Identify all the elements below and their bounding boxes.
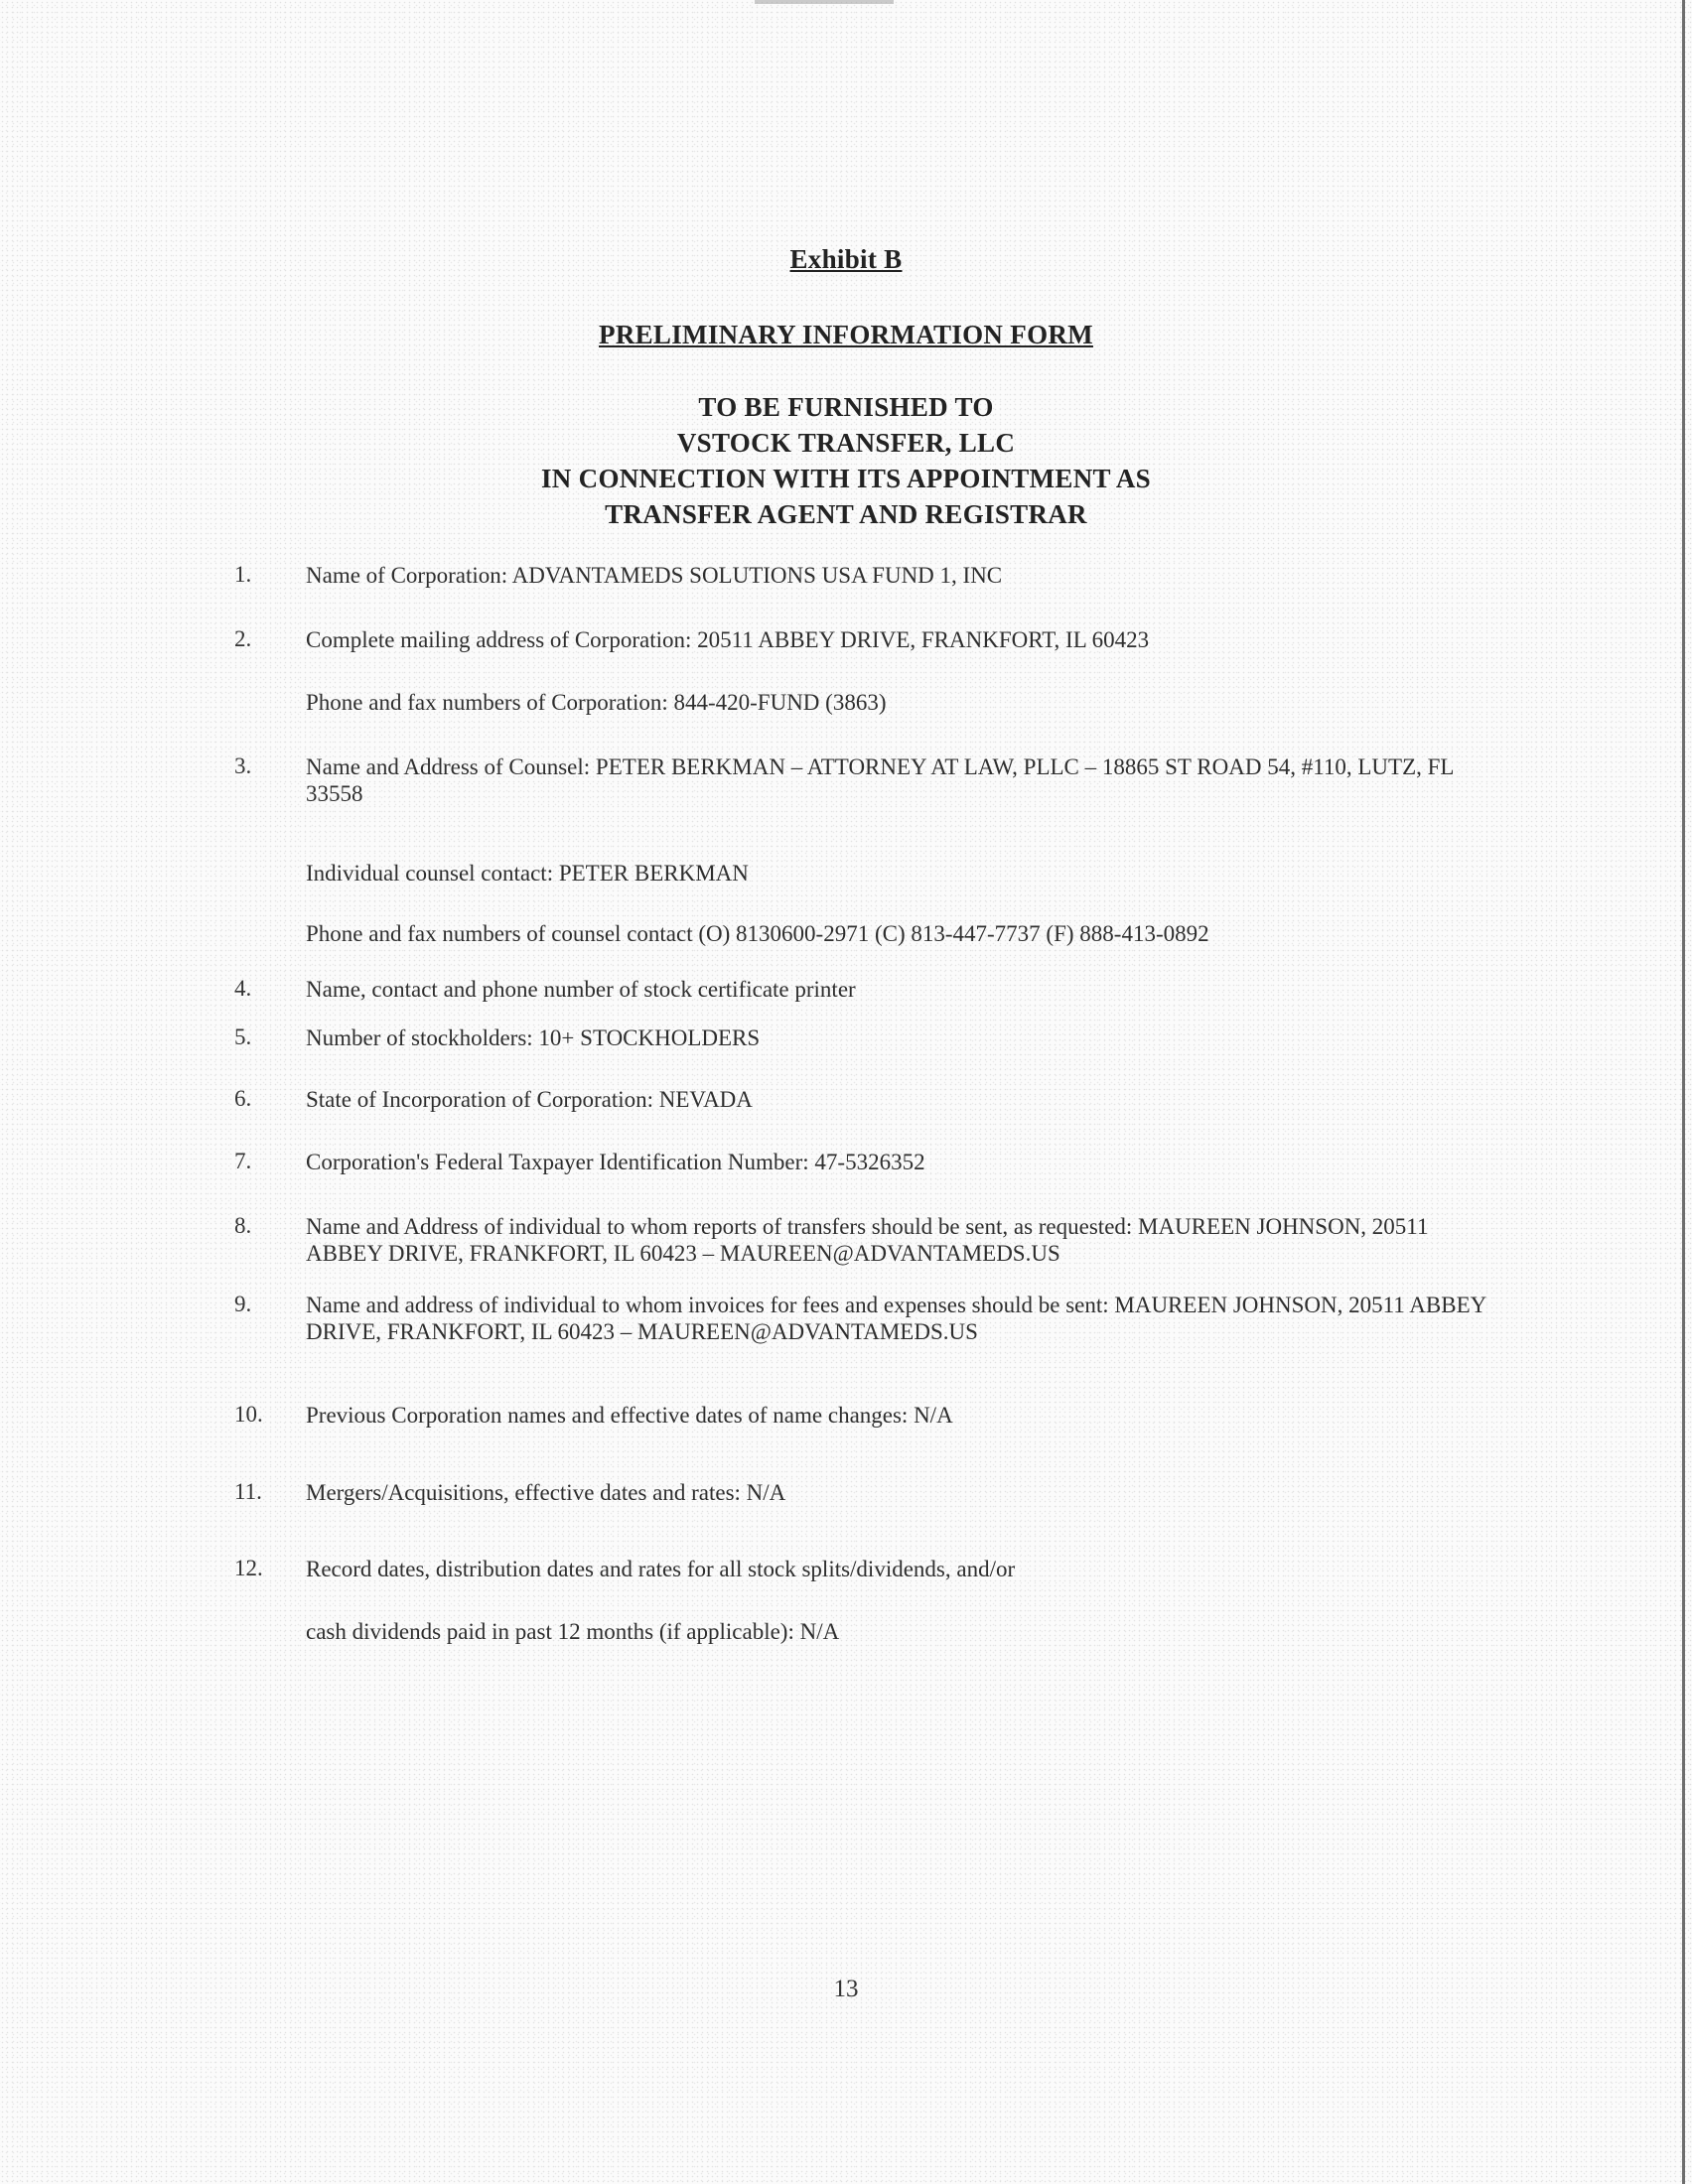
item-number: 10. (234, 1402, 263, 1427)
item-number: 2. (234, 626, 252, 651)
item-number: 1. (234, 562, 252, 587)
item-text: Mergers/Acquisitions, effective dates and rates: N/A (306, 1480, 786, 1505)
item-text: Previous Corporation names and effective dates of name changes: N/A (306, 1403, 953, 1428)
item-text: State of Incorporation of Corporation: NEVADA (306, 1087, 753, 1112)
exhibit-label: Exhibit B (789, 244, 903, 274)
heading-line: TRANSFER AGENT AND REGISTRAR (605, 499, 1087, 529)
item-text: Corporation's Federal Taxpayer Identification Number: 47-5326352 (306, 1150, 925, 1174)
item-number: 6. (234, 1086, 252, 1111)
scan-artifact (755, 0, 894, 4)
item-subtext: Phone and fax numbers of Corporation: 844-420-FUND (3863) (306, 690, 887, 715)
form-title: PRELIMINARY INFORMATION FORM (599, 320, 1093, 349)
item-text: Name, contact and phone number of stock certificate printer (306, 977, 856, 1002)
item-text: Record dates, distribution dates and rates for all stock splits/dividends, and/or (306, 1557, 1016, 1581)
item-number: 9. (234, 1292, 252, 1316)
item-number: 3. (234, 753, 252, 778)
item-subtext: Phone and fax numbers of counsel contact (O) 8130600-2971 (C) 813-447-7737 (F) 888-413-0892 (306, 921, 1209, 946)
item-text: Name and Address of individual to whom reports of transfers should be sent, as requested: MAUREEN JOHNSON, 20511 ABBEY DRIVE, FRANKFORT, IL 60423 – MAUREEN@ADVANTAMEDS.US (306, 1214, 1429, 1266)
item-number: 8. (234, 1213, 252, 1238)
heading-line: TO BE FURNISHED TO (698, 392, 994, 422)
item-text: Name of Corporation: ADVANTAMEDS SOLUTIONS USA FUND 1, INC (306, 563, 1003, 588)
item-subtext: cash dividends paid in past 12 months (if applicable): N/A (306, 1619, 840, 1644)
form-heading (0, 389, 1692, 532)
item-number: 5. (234, 1024, 252, 1049)
item-number: 4. (234, 976, 252, 1001)
item-number: 11. (234, 1479, 262, 1504)
page-number: 13 (833, 1976, 859, 2002)
item-number: 12. (234, 1556, 263, 1580)
item-text: Name and Address of Counsel: PETER BERKMAN – ATTORNEY AT LAW, PLLC – 18865 ST ROAD 54, #110, LUTZ, FL 33558 (306, 754, 1454, 806)
item-number: 7. (234, 1149, 252, 1173)
heading-line: IN CONNECTION WITH ITS APPOINTMENT AS (541, 464, 1151, 493)
heading-line: VSTOCK TRANSFER, LLC (676, 428, 1016, 458)
item-text: Number of stockholders: 10+ STOCKHOLDERS (306, 1025, 761, 1050)
item-subtext: Individual counsel contact: PETER BERKMAN (306, 861, 749, 886)
item-text: Complete mailing address of Corporation: 20511 ABBEY DRIVE, FRANKFORT, IL 60423 (306, 627, 1150, 652)
item-text: Name and address of individual to whom invoices for fees and expenses should be sent: MAUREEN JOHNSON, 20511 ABBEY DRIVE, FRANKFORT, IL 60423 – MAUREEN@ADVANTAMEDS.US (306, 1293, 1486, 1344)
